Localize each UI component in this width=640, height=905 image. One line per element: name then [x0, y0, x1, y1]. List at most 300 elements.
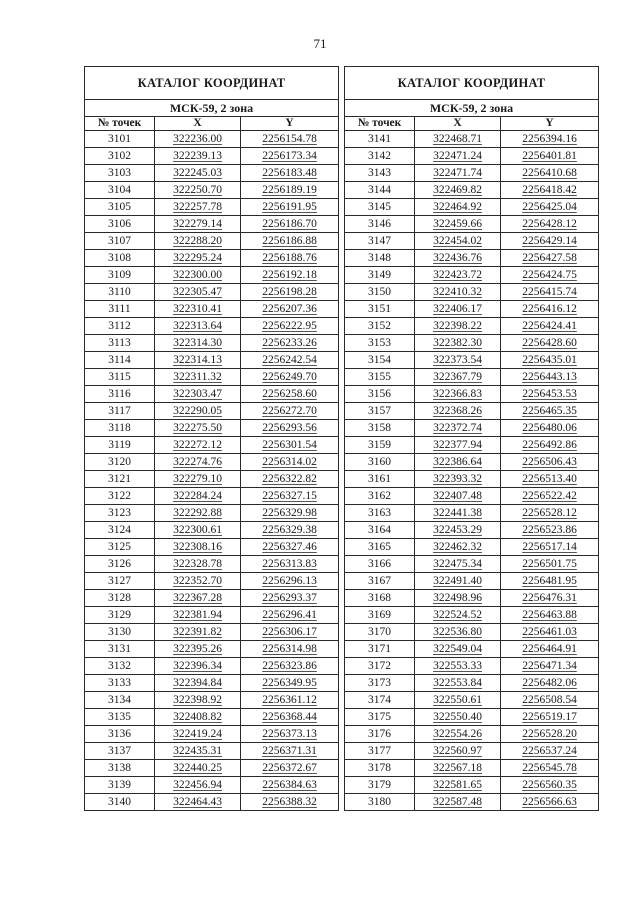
x-coordinate-cell: 322236.00 [155, 131, 241, 148]
x-coordinate-cell: 322274.76 [155, 454, 241, 471]
point-number-cell: 3153 [345, 335, 415, 352]
y-coordinate-cell: 2256476.31 [501, 590, 599, 607]
x-coordinate-cell: 322454.02 [415, 233, 501, 250]
y-coordinate-cell: 2256222.95 [241, 318, 339, 335]
coordinate-catalog-left [84, 66, 339, 811]
x-coordinate-cell: 322239.13 [155, 148, 241, 165]
x-coordinate-cell: 322367.79 [415, 369, 501, 386]
table-row [345, 573, 599, 590]
x-coordinate-cell: 322279.10 [155, 471, 241, 488]
table-row [85, 216, 339, 233]
y-coordinate-cell: 2256192.18 [241, 267, 339, 284]
x-coordinate-cell: 322469.82 [415, 182, 501, 199]
table-row [345, 471, 599, 488]
table-row [85, 301, 339, 318]
point-number-cell: 3115 [85, 369, 155, 386]
point-number-cell: 3138 [85, 760, 155, 777]
column-header-y: Y [501, 117, 599, 131]
x-coordinate-cell: 322396.34 [155, 658, 241, 675]
y-coordinate-cell: 2256388.32 [241, 794, 339, 811]
y-coordinate-cell: 2256501.75 [501, 556, 599, 573]
table-row [85, 131, 339, 148]
y-coordinate-cell: 2256506.43 [501, 454, 599, 471]
table-row [345, 726, 599, 743]
x-coordinate-cell: 322275.50 [155, 420, 241, 437]
x-coordinate-cell: 322288.20 [155, 233, 241, 250]
y-coordinate-cell: 2256416.12 [501, 301, 599, 318]
y-coordinate-cell: 2256428.60 [501, 335, 599, 352]
table-row [85, 250, 339, 267]
point-number-cell: 3145 [345, 199, 415, 216]
point-number-cell: 3176 [345, 726, 415, 743]
table-row [345, 386, 599, 403]
table-row [85, 675, 339, 692]
table-row [345, 794, 599, 811]
table-row [85, 777, 339, 794]
point-number-cell: 3164 [345, 522, 415, 539]
point-number-cell: 3156 [345, 386, 415, 403]
y-coordinate-cell: 2256522.42 [501, 488, 599, 505]
point-number-cell: 3110 [85, 284, 155, 301]
y-coordinate-cell: 2256482.06 [501, 675, 599, 692]
table-row [345, 420, 599, 437]
x-coordinate-cell: 322464.92 [415, 199, 501, 216]
point-number-cell: 3134 [85, 692, 155, 709]
y-coordinate-cell: 2256372.67 [241, 760, 339, 777]
column-header-x: X [155, 117, 241, 131]
y-coordinate-cell: 2256329.38 [241, 522, 339, 539]
y-coordinate-cell: 2256545.78 [501, 760, 599, 777]
x-coordinate-cell: 322406.17 [415, 301, 501, 318]
catalog-rows [345, 131, 599, 811]
y-coordinate-cell: 2256424.75 [501, 267, 599, 284]
table-row [85, 335, 339, 352]
table-row [85, 539, 339, 556]
point-number-cell: 3117 [85, 403, 155, 420]
x-coordinate-cell: 322367.28 [155, 590, 241, 607]
x-coordinate-cell: 322393.32 [415, 471, 501, 488]
y-coordinate-cell: 2256327.46 [241, 539, 339, 556]
column-header-point-number: № точек [345, 117, 415, 131]
table-row [345, 658, 599, 675]
y-coordinate-cell: 2256301.54 [241, 437, 339, 454]
point-number-cell: 3142 [345, 148, 415, 165]
point-number-cell: 3106 [85, 216, 155, 233]
y-coordinate-cell: 2256323.86 [241, 658, 339, 675]
table-row [345, 403, 599, 420]
point-number-cell: 3119 [85, 437, 155, 454]
table-row [345, 131, 599, 148]
y-coordinate-cell: 2256425.04 [501, 199, 599, 216]
y-coordinate-cell: 2256394.16 [501, 131, 599, 148]
y-coordinate-cell: 2256258.60 [241, 386, 339, 403]
x-coordinate-cell: 322395.26 [155, 641, 241, 658]
point-number-cell: 3136 [85, 726, 155, 743]
table-row [345, 641, 599, 658]
point-number-cell: 3146 [345, 216, 415, 233]
y-coordinate-cell: 2256424.41 [501, 318, 599, 335]
table-row [85, 624, 339, 641]
x-coordinate-cell: 322310.41 [155, 301, 241, 318]
point-number-cell: 3170 [345, 624, 415, 641]
y-coordinate-cell: 2256173.34 [241, 148, 339, 165]
table-row [345, 539, 599, 556]
table-row [85, 726, 339, 743]
point-number-cell: 3171 [345, 641, 415, 658]
point-number-cell: 3103 [85, 165, 155, 182]
table-row [345, 624, 599, 641]
x-coordinate-cell: 322250.70 [155, 182, 241, 199]
x-coordinate-cell: 322553.84 [415, 675, 501, 692]
table-row [345, 267, 599, 284]
table-row [85, 369, 339, 386]
point-number-cell: 3133 [85, 675, 155, 692]
point-number-cell: 3125 [85, 539, 155, 556]
point-number-cell: 3132 [85, 658, 155, 675]
coordinate-catalog-right [344, 66, 599, 811]
table-row [85, 743, 339, 760]
y-coordinate-cell: 2256465.35 [501, 403, 599, 420]
point-number-cell: 3127 [85, 573, 155, 590]
x-coordinate-cell: 322553.33 [415, 658, 501, 675]
x-coordinate-cell: 322386.64 [415, 454, 501, 471]
y-coordinate-cell: 2256306.17 [241, 624, 339, 641]
x-coordinate-cell: 322408.82 [155, 709, 241, 726]
table-row [345, 777, 599, 794]
table-row [85, 488, 339, 505]
table-row [85, 284, 339, 301]
y-coordinate-cell: 2256371.31 [241, 743, 339, 760]
y-coordinate-cell: 2256191.95 [241, 199, 339, 216]
point-number-cell: 3126 [85, 556, 155, 573]
table-row [345, 692, 599, 709]
y-coordinate-cell: 2256427.58 [501, 250, 599, 267]
point-number-cell: 3137 [85, 743, 155, 760]
point-number-cell: 3175 [345, 709, 415, 726]
x-coordinate-cell: 322300.61 [155, 522, 241, 539]
table-row [85, 148, 339, 165]
point-number-cell: 3155 [345, 369, 415, 386]
point-number-cell: 3152 [345, 318, 415, 335]
x-coordinate-cell: 322303.47 [155, 386, 241, 403]
x-coordinate-cell: 322459.66 [415, 216, 501, 233]
x-coordinate-cell: 322272.12 [155, 437, 241, 454]
table-row [345, 318, 599, 335]
x-coordinate-cell: 322366.83 [415, 386, 501, 403]
column-header-x: X [415, 117, 501, 131]
point-number-cell: 3107 [85, 233, 155, 250]
x-coordinate-cell: 322491.40 [415, 573, 501, 590]
x-coordinate-cell: 322352.70 [155, 573, 241, 590]
y-coordinate-cell: 2256349.95 [241, 675, 339, 692]
y-coordinate-cell: 2256384.63 [241, 777, 339, 794]
x-coordinate-cell: 322308.16 [155, 539, 241, 556]
y-coordinate-cell: 2256322.82 [241, 471, 339, 488]
table-row [345, 216, 599, 233]
table-row [85, 658, 339, 675]
y-coordinate-cell: 2256428.12 [501, 216, 599, 233]
table-row [345, 250, 599, 267]
point-number-cell: 3166 [345, 556, 415, 573]
point-number-cell: 3160 [345, 454, 415, 471]
x-coordinate-cell: 322311.32 [155, 369, 241, 386]
point-number-cell: 3131 [85, 641, 155, 658]
point-number-cell: 3158 [345, 420, 415, 437]
y-coordinate-cell: 2256435.01 [501, 352, 599, 369]
point-number-cell: 3130 [85, 624, 155, 641]
point-number-cell: 3135 [85, 709, 155, 726]
table-row [85, 318, 339, 335]
table-row [85, 607, 339, 624]
table-row [345, 607, 599, 624]
point-number-cell: 3120 [85, 454, 155, 471]
point-number-cell: 3114 [85, 352, 155, 369]
page-number: 71 [313, 36, 327, 51]
y-coordinate-cell: 2256186.70 [241, 216, 339, 233]
table-row [345, 148, 599, 165]
y-coordinate-cell: 2256492.86 [501, 437, 599, 454]
table-row [85, 437, 339, 454]
coordinate-system-label: МСК-59, 2 зона [345, 100, 599, 117]
point-number-cell: 3112 [85, 318, 155, 335]
y-coordinate-cell: 2256560.35 [501, 777, 599, 794]
table-row [345, 369, 599, 386]
x-coordinate-cell: 322468.71 [415, 131, 501, 148]
y-coordinate-cell: 2256528.12 [501, 505, 599, 522]
y-coordinate-cell: 2256183.48 [241, 165, 339, 182]
y-coordinate-cell: 2256186.88 [241, 233, 339, 250]
y-coordinate-cell: 2256154.78 [241, 131, 339, 148]
catalog-title: КАТАЛОГ КООРДИНАТ [85, 67, 339, 100]
x-coordinate-cell: 322554.26 [415, 726, 501, 743]
y-coordinate-cell: 2256464.91 [501, 641, 599, 658]
y-coordinate-cell: 2256566.63 [501, 794, 599, 811]
x-coordinate-cell: 322377.94 [415, 437, 501, 454]
point-number-cell: 3159 [345, 437, 415, 454]
point-number-cell: 3109 [85, 267, 155, 284]
table-row [345, 505, 599, 522]
point-number-cell: 3139 [85, 777, 155, 794]
x-coordinate-cell: 322314.30 [155, 335, 241, 352]
point-number-cell: 3180 [345, 794, 415, 811]
table-row [345, 233, 599, 250]
coordinate-system-label: МСК-59, 2 зона [85, 100, 339, 117]
y-coordinate-cell: 2256329.98 [241, 505, 339, 522]
table-row [345, 522, 599, 539]
point-number-cell: 3104 [85, 182, 155, 199]
x-coordinate-cell: 322372.74 [415, 420, 501, 437]
x-coordinate-cell: 322279.14 [155, 216, 241, 233]
y-coordinate-cell: 2256513.40 [501, 471, 599, 488]
point-number-cell: 3141 [345, 131, 415, 148]
table-row [85, 233, 339, 250]
y-coordinate-cell: 2256272.70 [241, 403, 339, 420]
x-coordinate-cell: 322581.65 [415, 777, 501, 794]
point-number-cell: 3124 [85, 522, 155, 539]
x-coordinate-cell: 322284.24 [155, 488, 241, 505]
x-coordinate-cell: 322549.04 [415, 641, 501, 658]
point-number-cell: 3154 [345, 352, 415, 369]
y-coordinate-cell: 2256443.13 [501, 369, 599, 386]
y-coordinate-cell: 2256368.44 [241, 709, 339, 726]
point-number-cell: 3121 [85, 471, 155, 488]
table-row [345, 437, 599, 454]
point-number-cell: 3173 [345, 675, 415, 692]
point-number-cell: 3144 [345, 182, 415, 199]
y-coordinate-cell: 2256401.81 [501, 148, 599, 165]
point-number-cell: 3179 [345, 777, 415, 794]
y-coordinate-cell: 2256418.42 [501, 182, 599, 199]
x-coordinate-cell: 322423.72 [415, 267, 501, 284]
point-number-cell: 3118 [85, 420, 155, 437]
point-number-cell: 3122 [85, 488, 155, 505]
x-coordinate-cell: 322435.31 [155, 743, 241, 760]
x-coordinate-cell: 322368.26 [415, 403, 501, 420]
x-coordinate-cell: 322587.48 [415, 794, 501, 811]
x-coordinate-cell: 322440.25 [155, 760, 241, 777]
point-number-cell: 3150 [345, 284, 415, 301]
point-number-cell: 3101 [85, 131, 155, 148]
x-coordinate-cell: 322257.78 [155, 199, 241, 216]
y-coordinate-cell: 2256361.12 [241, 692, 339, 709]
point-number-cell: 3102 [85, 148, 155, 165]
point-number-cell: 3116 [85, 386, 155, 403]
x-coordinate-cell: 322300.00 [155, 267, 241, 284]
y-coordinate-cell: 2256314.02 [241, 454, 339, 471]
y-coordinate-cell: 2256517.14 [501, 539, 599, 556]
point-number-cell: 3177 [345, 743, 415, 760]
x-coordinate-cell: 322464.43 [155, 794, 241, 811]
y-coordinate-cell: 2256296.13 [241, 573, 339, 590]
table-row [345, 199, 599, 216]
y-coordinate-cell: 2256415.74 [501, 284, 599, 301]
table-row [345, 590, 599, 607]
point-number-cell: 3129 [85, 607, 155, 624]
point-number-cell: 3167 [345, 573, 415, 590]
table-row [345, 335, 599, 352]
x-coordinate-cell: 322536.80 [415, 624, 501, 641]
point-number-cell: 3105 [85, 199, 155, 216]
point-number-cell: 3143 [345, 165, 415, 182]
point-number-cell: 3168 [345, 590, 415, 607]
y-coordinate-cell: 2256480.06 [501, 420, 599, 437]
point-number-cell: 3108 [85, 250, 155, 267]
y-coordinate-cell: 2256293.56 [241, 420, 339, 437]
point-number-cell: 3174 [345, 692, 415, 709]
y-coordinate-cell: 2256453.53 [501, 386, 599, 403]
y-coordinate-cell: 2256461.03 [501, 624, 599, 641]
y-coordinate-cell: 2256313.83 [241, 556, 339, 573]
y-coordinate-cell: 2256249.70 [241, 369, 339, 386]
x-coordinate-cell: 322407.48 [415, 488, 501, 505]
y-coordinate-cell: 2256471.34 [501, 658, 599, 675]
y-coordinate-cell: 2256198.28 [241, 284, 339, 301]
y-coordinate-cell: 2256296.41 [241, 607, 339, 624]
table-row [85, 403, 339, 420]
catalog-title: КАТАЛОГ КООРДИНАТ [345, 67, 599, 100]
y-coordinate-cell: 2256519.17 [501, 709, 599, 726]
x-coordinate-cell: 322471.74 [415, 165, 501, 182]
column-header-point-number: № точек [85, 117, 155, 131]
table-row [85, 471, 339, 488]
x-coordinate-cell: 322373.54 [415, 352, 501, 369]
table-row [85, 267, 339, 284]
x-coordinate-cell: 322550.40 [415, 709, 501, 726]
point-number-cell: 3149 [345, 267, 415, 284]
point-number-cell: 3123 [85, 505, 155, 522]
x-coordinate-cell: 322410.32 [415, 284, 501, 301]
x-coordinate-cell: 322305.47 [155, 284, 241, 301]
y-coordinate-cell: 2256242.54 [241, 352, 339, 369]
column-header-y: Y [241, 117, 339, 131]
table-row [85, 692, 339, 709]
point-number-cell: 3147 [345, 233, 415, 250]
table-row [85, 505, 339, 522]
table-row [85, 641, 339, 658]
table-row [85, 590, 339, 607]
x-coordinate-cell: 322524.52 [415, 607, 501, 624]
x-coordinate-cell: 322292.88 [155, 505, 241, 522]
point-number-cell: 3140 [85, 794, 155, 811]
table-row [345, 556, 599, 573]
x-coordinate-cell: 322398.22 [415, 318, 501, 335]
x-coordinate-cell: 322550.61 [415, 692, 501, 709]
y-coordinate-cell: 2256481.95 [501, 573, 599, 590]
y-coordinate-cell: 2256523.86 [501, 522, 599, 539]
table-row [85, 556, 339, 573]
table-row [85, 522, 339, 539]
point-number-cell: 3172 [345, 658, 415, 675]
x-coordinate-cell: 322398.92 [155, 692, 241, 709]
y-coordinate-cell: 2256189.19 [241, 182, 339, 199]
y-coordinate-cell: 2256207.36 [241, 301, 339, 318]
x-coordinate-cell: 322567.18 [415, 760, 501, 777]
y-coordinate-cell: 2256188.76 [241, 250, 339, 267]
x-coordinate-cell: 322453.29 [415, 522, 501, 539]
table-row [85, 420, 339, 437]
x-coordinate-cell: 322462.32 [415, 539, 501, 556]
y-coordinate-cell: 2256314.98 [241, 641, 339, 658]
y-coordinate-cell: 2256410.68 [501, 165, 599, 182]
table-row [345, 488, 599, 505]
table-row [85, 386, 339, 403]
x-coordinate-cell: 322382.30 [415, 335, 501, 352]
table-row [345, 284, 599, 301]
table-row [345, 301, 599, 318]
y-coordinate-cell: 2256537.24 [501, 743, 599, 760]
x-coordinate-cell: 322381.94 [155, 607, 241, 624]
y-coordinate-cell: 2256528.20 [501, 726, 599, 743]
x-coordinate-cell: 322314.13 [155, 352, 241, 369]
point-number-cell: 3163 [345, 505, 415, 522]
point-number-cell: 3157 [345, 403, 415, 420]
x-coordinate-cell: 322295.24 [155, 250, 241, 267]
point-number-cell: 3178 [345, 760, 415, 777]
table-row [345, 743, 599, 760]
x-coordinate-cell: 322419.24 [155, 726, 241, 743]
x-coordinate-cell: 322245.03 [155, 165, 241, 182]
table-row [345, 182, 599, 199]
table-row [345, 709, 599, 726]
y-coordinate-cell: 2256463.88 [501, 607, 599, 624]
point-number-cell: 3169 [345, 607, 415, 624]
table-row [345, 760, 599, 777]
x-coordinate-cell: 322456.94 [155, 777, 241, 794]
y-coordinate-cell: 2256429.14 [501, 233, 599, 250]
x-coordinate-cell: 322475.34 [415, 556, 501, 573]
point-number-cell: 3148 [345, 250, 415, 267]
x-coordinate-cell: 322498.96 [415, 590, 501, 607]
